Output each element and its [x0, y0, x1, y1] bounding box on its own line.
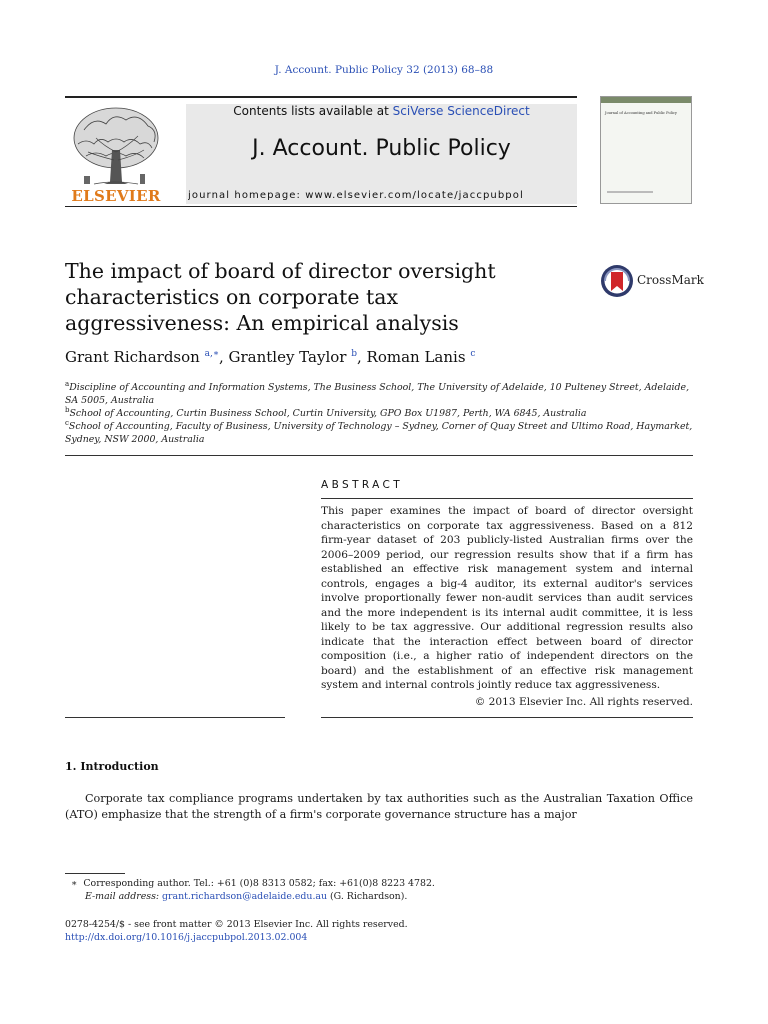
author-email-link[interactable]: grant.richardson@adelaide.edu.au: [162, 891, 328, 902]
affiliation-c: [65, 417, 705, 446]
journal-cover-thumbnail[interactable]: [600, 96, 692, 204]
cover-footer-line: [607, 191, 653, 193]
corresponding-text: Corresponding author. Tel.: +61 (0)8 8313 0582; fax: +61(0)8 8223 4782.: [83, 878, 435, 889]
contents-prefix: Contents lists available at: [233, 104, 393, 118]
cover-band: [601, 97, 691, 103]
journal-citation[interactable]: J. Account. Public Policy 32 (2013) 68–88: [274, 64, 494, 76]
article-title: The impact of board of director oversight characteristics on corporate tax aggressiveness: An empirical analysis: [65, 259, 496, 335]
affiliation-marker: a: [65, 380, 70, 388]
journal-title: J. Account. Public Policy: [252, 136, 511, 161]
doi-link[interactable]: http://dx.doi.org/10.1016/j.jaccpubpol.2013.02.004: [65, 932, 308, 943]
crossmark-icon[interactable]: [600, 264, 634, 298]
author-affiliation-ref[interactable]: b: [351, 349, 357, 359]
author-affiliation-ref[interactable]: a,∗: [204, 349, 219, 359]
affiliation-text: School of Accounting, Faculty of Business, University of Technology – Sydney, Corner of Quay Street and Ultimo Road, Haymarket, Sydney, NSW 2000, Australia: [65, 421, 693, 446]
contents-line: [186, 104, 577, 118]
abstract-text: This paper examines the impact of board of director oversight characteristics on corporate tax aggressiveness. Based on a 812 firm-year dataset of 203 publicly-listed Australian firms over the 2006–2009 period, our regression results show that if a firm has established an effective risk management system and internal controls, engages a big-4 auditor, its external auditor's services involve proportionally fewer non-audit services than audit services and the more independent is its internal audit committee, it is less likely to be tax aggressive. Our additional regression results also indicate that the interaction effect between board of director composition (i.e., a higher ratio of independent directors on the board) and the establishment of an effective risk management system and internal controls jointly reduce tax aggressiveness.: [321, 505, 693, 691]
journal-homepage[interactable]: journal homepage: www.elsevier.com/locate/jaccpubpol: [188, 190, 524, 201]
affiliation-text: Discipline of Accounting and Information Systems, The Business School, The University of Adelaide, 10 Pulteney Street, Adelaide, SA 5005, Australia: [65, 382, 690, 407]
author-name: Grant Richardson: [65, 348, 200, 366]
doi-line: [65, 931, 693, 944]
header-rule-top: [65, 96, 577, 98]
email-note: [65, 890, 693, 903]
affiliation-a: [65, 378, 705, 407]
email-label: E-mail address:: [85, 891, 160, 902]
section-divider: [65, 455, 693, 456]
sciencedirect-link[interactable]: SciVerse ScienceDirect: [392, 104, 530, 118]
affiliation-marker: c: [65, 419, 69, 427]
author-name: Roman Lanis: [366, 348, 466, 366]
article-info-rule: [65, 717, 285, 718]
abstract-rule-bottom: [321, 717, 693, 718]
footnote-marker: ∗: [71, 878, 78, 889]
cover-title: Journal of Accounting and Public Policy: [605, 111, 677, 115]
corresponding-author-note: [65, 877, 693, 890]
affiliation-marker: b: [65, 406, 70, 414]
elsevier-wordmark: ELSEVIER: [71, 187, 161, 205]
author-affiliation-ref[interactable]: c: [470, 349, 476, 359]
affiliation-text: School of Accounting, Curtin Business School, Curtin University, GPO Box U1987, Perth, WA 6845, Australia: [69, 408, 587, 420]
issn-line: 0278-4254/$ - see front matter © 2013 Elsevier Inc. All rights reserved.: [65, 919, 408, 930]
introduction-paragraph: Corporate tax compliance programs undertaken by tax authorities such as the Australian Taxation Office (ATO) emphasize that the strength of a firm's corporate governance structure has a major: [65, 792, 693, 821]
crossmark-label[interactable]: CrossMark: [637, 273, 704, 287]
abstract-copyright: © 2013 Elsevier Inc. All rights reserved.: [474, 696, 693, 708]
abstract-heading: ABSTRACT: [321, 479, 404, 491]
footnote-rule: [65, 873, 125, 874]
section-heading-introduction: 1. Introduction: [65, 760, 159, 773]
author-name: Grantley Taylor: [228, 348, 347, 366]
email-suffix: (G. Richardson).: [327, 891, 408, 902]
abstract-rule-top: [321, 498, 693, 499]
author-list: Grant Richardson $^{a,∗}$, Grantley Taylor $^b$, Roman Lanis $^c$: [65, 348, 476, 366]
